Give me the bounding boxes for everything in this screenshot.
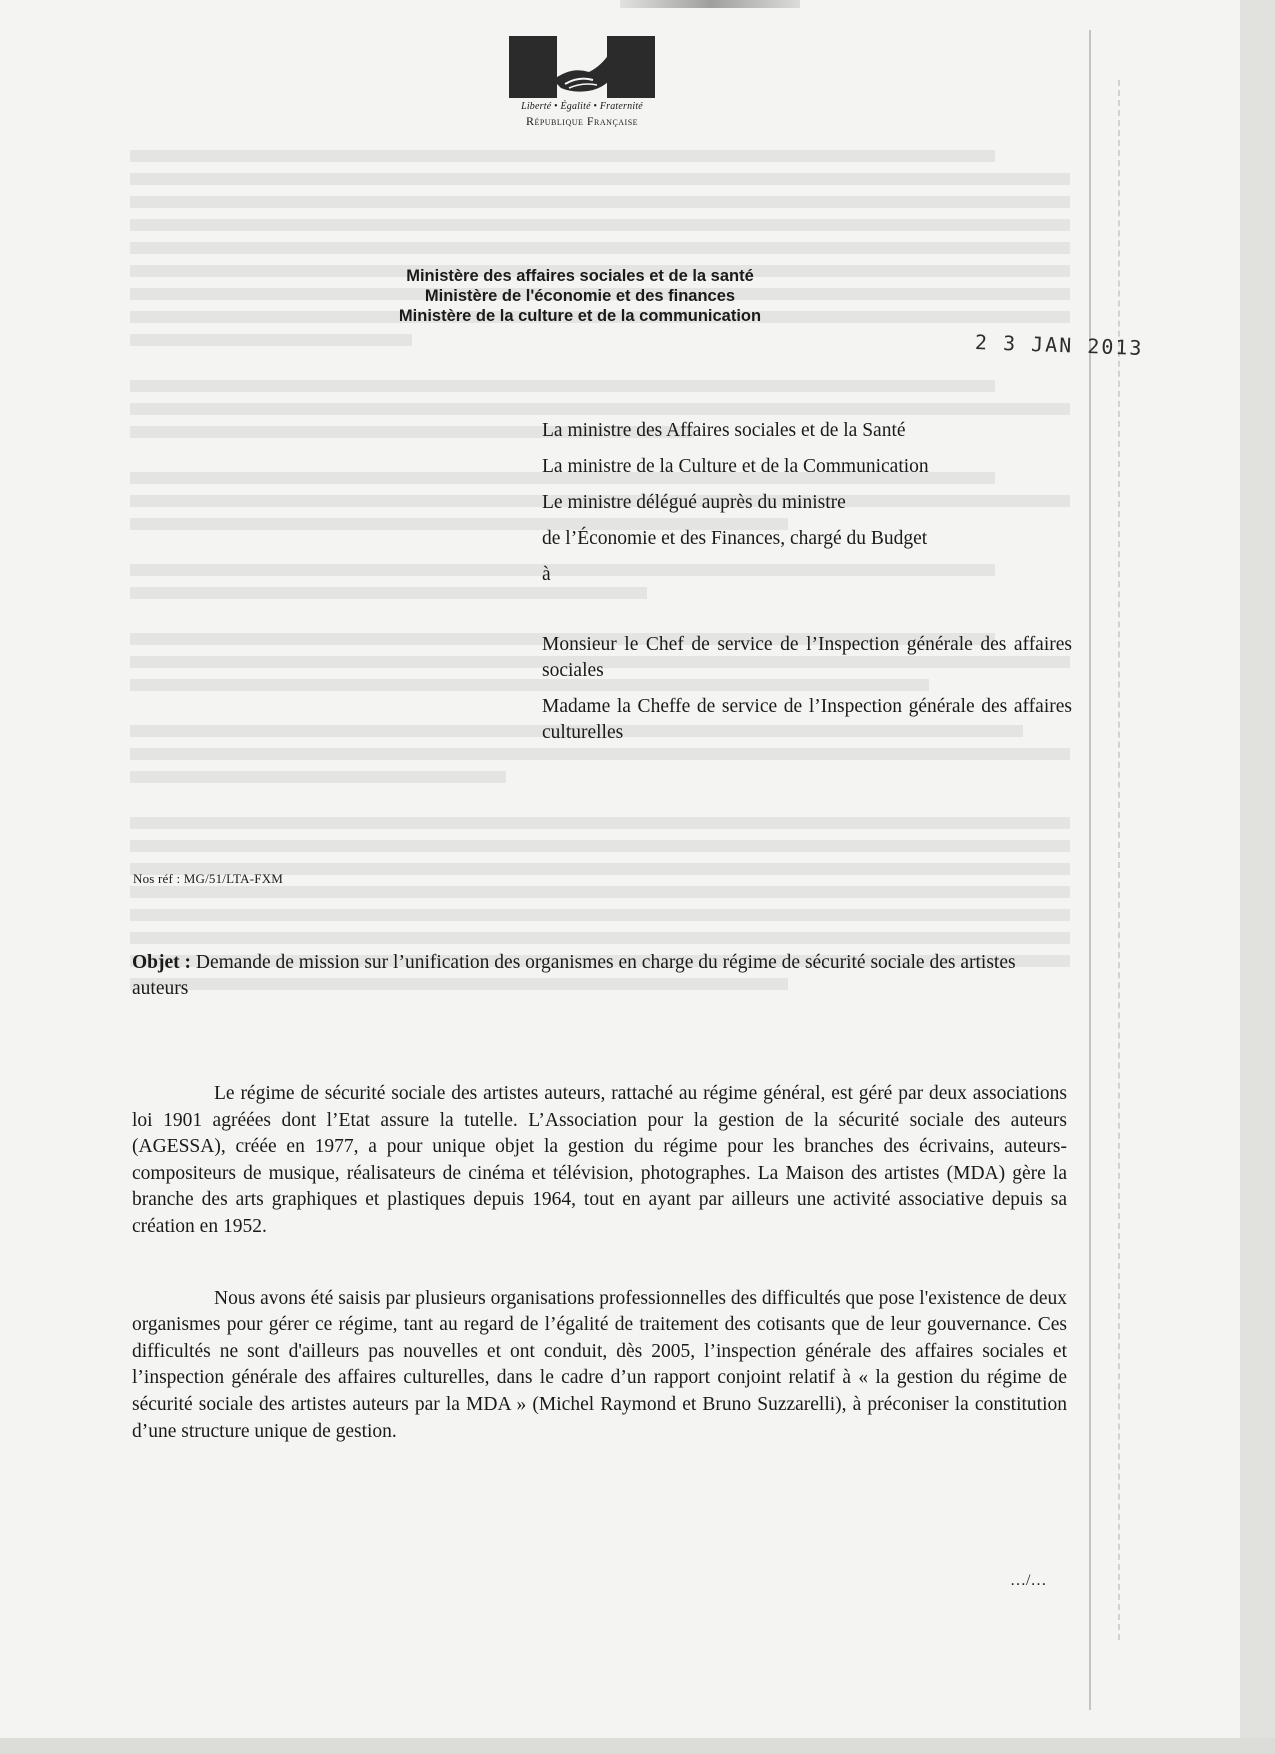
recipient-igas: Monsieur le Chef de service de l’Inspection générale des affaires sociales — [542, 634, 1072, 681]
sender-line: La ministre de la Culture et de la Communication — [542, 456, 929, 477]
fold-line — [1089, 30, 1091, 1710]
sender-line: Le ministre délégué auprès du ministre — [542, 492, 846, 513]
sender-line: La ministre des Affaires sociales et de la Santé — [542, 420, 906, 441]
republic-name: République Française — [525, 114, 639, 128]
addressee-preposition: à — [542, 564, 551, 585]
ministries-header — [330, 266, 830, 326]
scan-bottom-edge — [0, 1738, 1275, 1754]
ministry-line: Ministère de la culture et de la communication — [398, 307, 762, 325]
continuation-mark: …/… — [1010, 1572, 1047, 1589]
perforation-line — [1118, 80, 1120, 1640]
subject-label: Objet : — [132, 952, 192, 973]
recipient-igac: Madame la Cheffe de service de l’Inspection générale des affaires culturelles — [542, 696, 1072, 743]
body-paragraph: Le régime de sécurité sociale des artistes auteurs, rattaché au régime général, est géré par deux associations loi 1901 agréées dont l’Etat assure la tutelle. L’Association pour la gestion de la sécurité sociale des auteurs (AGESSA), créée en 1977, a pour unique objet la gestion du régime pour les branches des écrivains, auteurs-compositeurs de musique, réalisateurs de cinéma et télévision, photographes. La Maison des artistes (MDA) gère la branche des arts graphiques et plastiques depuis 1964, tout en ayant par ailleurs une activité associative depuis sa création en 1952. — [132, 1083, 1067, 1237]
letter-subject — [132, 950, 1067, 1002]
ministry-line: Ministère de l'économie et des finances — [424, 287, 736, 305]
date-stamp: 2 3 JAN 2013 — [974, 330, 1144, 360]
senders-block — [542, 418, 1082, 746]
republic-motto: Liberté • Égalité • Fraternité — [521, 101, 643, 112]
scan-edge — [1240, 0, 1275, 1754]
subject-text: Demande de mission sur l’unification des organismes en charge du régime de sécurité sociale des artistes auteurs — [132, 952, 1016, 999]
scan-artifact — [620, 0, 800, 8]
letter-body — [132, 1081, 1067, 1490]
reference-number: Nos réf : MG/51/LTA-FXM — [133, 871, 284, 886]
marianne-logo-icon — [509, 36, 655, 98]
body-paragraph: Nous avons été saisis par plusieurs organisations professionnelles des difficultés que pose l'existence de deux organismes pour gérer ce régime, tant au regard de l’égalité de traitement des cotisants que de leur gouvernance. Ces difficultés ne sont d'ailleurs pas nouvelles et ont conduit, dès 2005, l’inspection générale des affaires sociales et l’inspection générale des affaires culturelles, dans le cadre d’un rapport conjoint relatif à « la gestion du régime de sécurité sociale des artistes auteurs par la MDA » (Michel Raymond et Bruno Suzzarelli), à préconiser la constitution d’une structure unique de gestion. — [132, 1287, 1067, 1442]
ministry-line: Ministère des affaires sociales et de la santé — [406, 267, 754, 285]
sender-line: de l’Économie et des Finances, chargé du Budget — [542, 528, 928, 549]
marianne-logo-block — [507, 36, 657, 129]
